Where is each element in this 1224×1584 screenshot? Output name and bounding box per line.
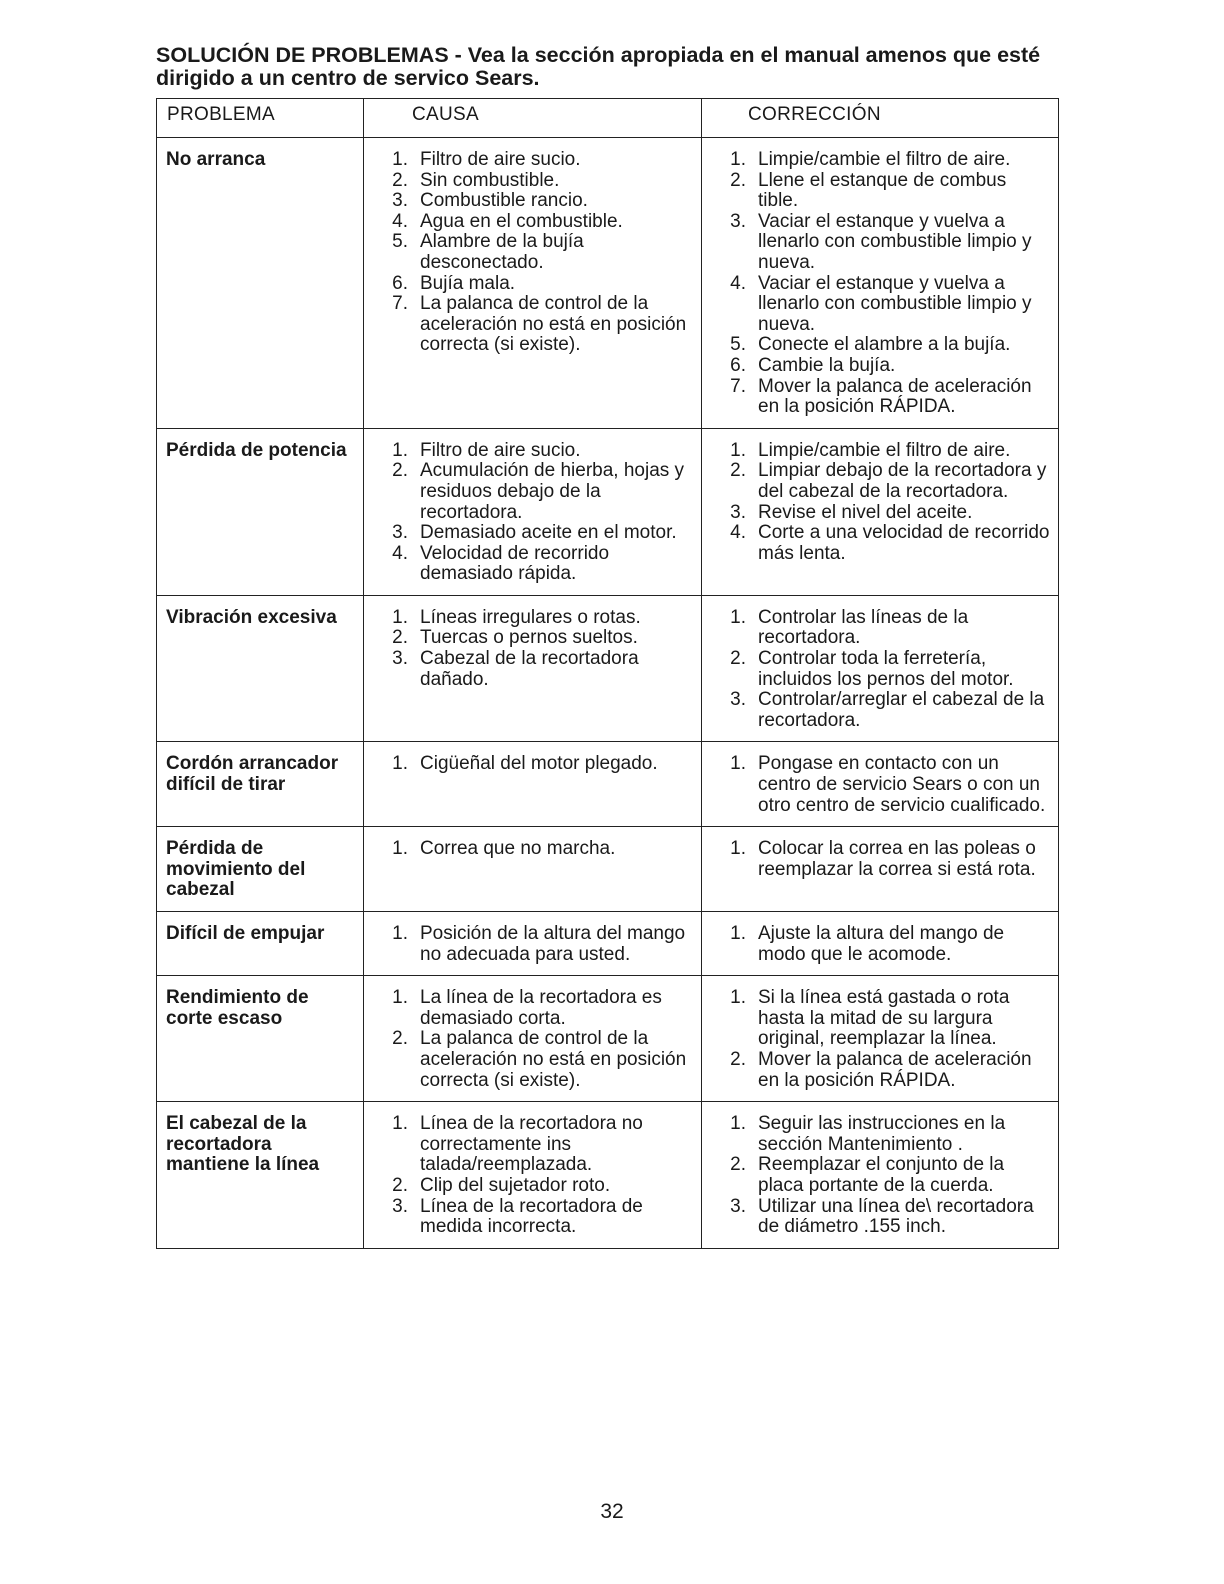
list-item bbox=[378, 150, 693, 171]
item-text: Velocidad de recorrido demasiado rápida. bbox=[420, 542, 610, 585]
correction-list bbox=[716, 754, 1050, 816]
item-text: Cigüeñal del motor plegado. bbox=[420, 753, 658, 775]
item-number: 3. bbox=[392, 1195, 408, 1217]
item-number: 2. bbox=[730, 1048, 746, 1070]
item-text: Reemplazar el conjunto de la placa portante de la cuerda. bbox=[758, 1154, 1005, 1196]
list-item bbox=[378, 608, 693, 629]
item-text: Líneas irregulares o rotas. bbox=[420, 606, 641, 628]
table-header-row bbox=[157, 99, 1059, 138]
list-item bbox=[378, 628, 693, 649]
item-number: 2. bbox=[392, 1174, 408, 1196]
correction-cell bbox=[702, 138, 1059, 429]
item-number: 2. bbox=[730, 648, 746, 670]
item-text: Filtro de aire sucio. bbox=[420, 149, 581, 170]
list-item bbox=[378, 988, 693, 1029]
item-text: La palanca de control de la aceleración no está en posición correcta (si existe). bbox=[420, 293, 687, 356]
item-number: 3. bbox=[730, 210, 746, 232]
item-text: Combustible rancio. bbox=[420, 190, 588, 212]
item-number: 1. bbox=[730, 1113, 746, 1135]
item-text: Mover la palanca de aceleración en la posición RÁPIDA. bbox=[758, 1048, 1032, 1091]
table-row bbox=[157, 428, 1059, 595]
item-number: 2. bbox=[392, 460, 408, 482]
list-item bbox=[378, 1176, 693, 1197]
problem-cell: Pérdida de movimiento del cabezal bbox=[157, 827, 364, 912]
problem-cell: Difícil de empujar bbox=[157, 912, 364, 976]
correction-list bbox=[716, 441, 1050, 565]
list-item bbox=[378, 1197, 693, 1238]
cause-cell bbox=[364, 1102, 702, 1249]
item-number: 1. bbox=[392, 439, 408, 461]
item-number: 3. bbox=[392, 190, 408, 212]
list-item bbox=[716, 503, 1050, 524]
item-text: Controlar/arreglar el cabezal de la recortadora. bbox=[758, 689, 1045, 731]
item-text: Alambre de la bujía desconectado. bbox=[420, 231, 584, 273]
item-number: 1. bbox=[730, 606, 746, 628]
item-number: 1. bbox=[392, 1113, 408, 1135]
item-number: 1. bbox=[392, 923, 408, 944]
item-number: 1. bbox=[392, 606, 408, 628]
list-item bbox=[378, 212, 693, 233]
item-number: 7. bbox=[392, 293, 408, 315]
cause-cell bbox=[364, 912, 702, 976]
item-number: 3. bbox=[392, 648, 408, 670]
correction-cell bbox=[702, 976, 1059, 1102]
item-number: 4. bbox=[730, 272, 746, 294]
correction-list bbox=[716, 608, 1050, 732]
item-text: Utilizar una línea de\ recortadora de diámetro .155 inch. bbox=[758, 1195, 1034, 1238]
list-item bbox=[716, 150, 1050, 171]
item-number: 1. bbox=[730, 149, 746, 170]
item-text: Línea de la recortadora no correctamente ins talada/reemplazada. bbox=[420, 1113, 643, 1176]
item-text: Limpiar debajo de la recortadora y del cabezal de la recortadora. bbox=[758, 460, 1047, 502]
item-text: Cabezal de la recortadora dañado. bbox=[420, 648, 639, 690]
problem-cell: No arranca bbox=[157, 138, 364, 429]
correction-cell bbox=[702, 827, 1059, 912]
list-item bbox=[378, 441, 693, 462]
list-item bbox=[716, 1114, 1050, 1155]
item-text: Seguir las instrucciones en la sección Mantenimiento . bbox=[758, 1113, 1006, 1155]
cause-list bbox=[378, 924, 693, 965]
list-item bbox=[378, 924, 693, 965]
item-text: Corte a una velocidad de recorrido más lenta. bbox=[758, 522, 1050, 564]
item-number: 1. bbox=[730, 923, 746, 944]
problem-cell: Vibración excesiva bbox=[157, 595, 364, 742]
item-text: Controlar las líneas de la recortadora. bbox=[758, 606, 969, 649]
cause-list bbox=[378, 754, 693, 775]
list-item bbox=[378, 1114, 693, 1176]
page-title: SOLUCIÓN DE PROBLEMAS - Vea la sección apropiada en el manual amenos que esté dirigido a un centro de servico Sears. bbox=[156, 43, 1041, 90]
item-number: 1. bbox=[730, 838, 746, 860]
list-item bbox=[378, 191, 693, 212]
item-text: Correa que no marcha. bbox=[420, 838, 616, 860]
list-item bbox=[716, 335, 1050, 356]
table-body bbox=[157, 138, 1059, 1249]
item-number: 7. bbox=[730, 375, 746, 397]
list-item bbox=[716, 212, 1050, 274]
item-text: Acumulación de hierba, hojas y residuos debajo de la recortadora. bbox=[420, 460, 685, 523]
cause-list bbox=[378, 150, 693, 356]
item-text: Limpie/cambie el filtro de aire. bbox=[758, 439, 1011, 461]
troubleshooting-table bbox=[156, 98, 1059, 1249]
item-number: 1. bbox=[392, 753, 408, 775]
item-text: Vaciar el estanque y vuelva a llenarlo con combustible limpio y nueva. bbox=[758, 272, 1032, 335]
list-item bbox=[378, 232, 693, 273]
correction-cell bbox=[702, 912, 1059, 976]
list-item bbox=[716, 608, 1050, 649]
item-text: Si la línea está gastada o rota hasta la mitad de su largura original, reemplazar la línea. bbox=[758, 987, 1010, 1050]
correction-list bbox=[716, 839, 1050, 880]
header-correction: CORRECCIÓN bbox=[702, 99, 1059, 138]
list-item bbox=[716, 924, 1050, 965]
item-text: Revise el nivel del aceite. bbox=[758, 501, 973, 523]
list-item bbox=[716, 1050, 1050, 1091]
item-text: Tuercas o pernos sueltos. bbox=[420, 627, 638, 649]
correction-list bbox=[716, 150, 1050, 418]
item-number: 1. bbox=[730, 987, 746, 1009]
item-text: La palanca de control de la aceleración no está en posición correcta (si existe). bbox=[420, 1028, 687, 1091]
item-number: 2. bbox=[392, 1028, 408, 1050]
item-number: 1. bbox=[730, 439, 746, 461]
table-row bbox=[157, 912, 1059, 976]
item-number: 4. bbox=[392, 210, 408, 232]
list-item bbox=[378, 523, 693, 544]
table-row bbox=[157, 595, 1059, 742]
item-text: Cambie la bujía. bbox=[758, 354, 896, 376]
correction-list bbox=[716, 1114, 1050, 1238]
item-text: Conecte el alambre a la bujía. bbox=[758, 334, 1011, 356]
list-item bbox=[716, 171, 1050, 212]
item-number: 1. bbox=[392, 987, 408, 1009]
item-text: Clip del sujetador roto. bbox=[420, 1174, 611, 1196]
cause-list bbox=[378, 441, 693, 585]
cause-cell bbox=[364, 595, 702, 742]
correction-cell bbox=[702, 742, 1059, 827]
item-number: 1. bbox=[730, 753, 746, 775]
table-row bbox=[157, 742, 1059, 827]
item-text: Limpie/cambie el filtro de aire. bbox=[758, 149, 1011, 170]
item-number: 4. bbox=[392, 542, 408, 564]
table-row bbox=[157, 138, 1059, 429]
cause-list bbox=[378, 1114, 693, 1238]
item-text: Agua en el combustible. bbox=[420, 210, 623, 232]
cause-list bbox=[378, 839, 693, 860]
list-item bbox=[378, 171, 693, 192]
item-number: 5. bbox=[730, 334, 746, 356]
list-item bbox=[378, 649, 693, 690]
list-item bbox=[378, 274, 693, 295]
list-item bbox=[716, 1197, 1050, 1238]
list-item bbox=[378, 294, 693, 356]
cause-cell bbox=[364, 976, 702, 1102]
list-item bbox=[716, 754, 1050, 816]
list-item bbox=[716, 441, 1050, 462]
header-cause: CAUSA bbox=[364, 99, 702, 138]
list-item bbox=[716, 523, 1050, 564]
header-problem: PROBLEMA bbox=[157, 99, 364, 138]
item-number: 6. bbox=[392, 272, 408, 294]
item-number: 2. bbox=[392, 169, 408, 191]
cause-cell bbox=[364, 138, 702, 429]
list-item bbox=[716, 377, 1050, 418]
item-text: Controlar toda la ferretería, incluidos los pernos del motor. bbox=[758, 648, 1014, 690]
item-number: 3. bbox=[730, 1195, 746, 1217]
list-item bbox=[378, 544, 693, 585]
list-item bbox=[378, 754, 693, 775]
item-text: Colocar la correa en las poleas o reemplazar la correa si está rota. bbox=[758, 838, 1036, 880]
cause-cell bbox=[364, 428, 702, 595]
item-text: Demasiado aceite en el motor. bbox=[420, 522, 677, 544]
list-item bbox=[378, 461, 693, 523]
list-item bbox=[378, 839, 693, 860]
item-number: 2. bbox=[730, 1154, 746, 1176]
item-number: 2. bbox=[730, 460, 746, 482]
correction-list bbox=[716, 924, 1050, 965]
table-row bbox=[157, 976, 1059, 1102]
correction-list bbox=[716, 988, 1050, 1091]
item-number: 1. bbox=[392, 838, 408, 860]
problem-cell: Pérdida de potencia bbox=[157, 428, 364, 595]
problem-cell: El cabezal de la recortadora mantiene la línea bbox=[157, 1102, 364, 1249]
page-number: 32 bbox=[600, 1500, 624, 1523]
item-text: Vaciar el estanque y vuelva a llenarlo con combustible limpio y nueva. bbox=[758, 210, 1032, 273]
item-text: Ajuste la altura del mango de modo que le acomode. bbox=[758, 923, 1005, 965]
list-item bbox=[716, 690, 1050, 731]
correction-cell bbox=[702, 595, 1059, 742]
list-item bbox=[716, 461, 1050, 502]
item-text: Bujía mala. bbox=[420, 272, 516, 294]
item-text: Sin combustible. bbox=[420, 169, 560, 191]
list-item bbox=[716, 356, 1050, 377]
item-number: 6. bbox=[730, 354, 746, 376]
problem-cell: Cordón arrancador difícil de tirar bbox=[157, 742, 364, 827]
cause-cell bbox=[364, 827, 702, 912]
item-number: 2. bbox=[392, 627, 408, 649]
table-row bbox=[157, 827, 1059, 912]
item-number: 3. bbox=[730, 501, 746, 523]
problem-cell: Rendimiento de corte escaso bbox=[157, 976, 364, 1102]
item-number: 4. bbox=[730, 522, 746, 544]
list-item bbox=[716, 988, 1050, 1050]
item-text: Posición de la altura del mango no adecuada para usted. bbox=[420, 923, 686, 965]
cause-cell bbox=[364, 742, 702, 827]
item-text: Mover la palanca de aceleración en la posición RÁPIDA. bbox=[758, 375, 1032, 418]
correction-cell bbox=[702, 428, 1059, 595]
item-text: Pongase en contacto con un centro de servicio Sears o con un otro centro de servicio cualificado. bbox=[758, 753, 1046, 816]
list-item bbox=[716, 1155, 1050, 1196]
item-text: La línea de la recortadora es demasiado corta. bbox=[420, 987, 662, 1029]
list-item bbox=[716, 274, 1050, 336]
item-number: 1. bbox=[392, 149, 408, 170]
list-item bbox=[378, 1029, 693, 1091]
item-number: 3. bbox=[730, 689, 746, 711]
cause-list bbox=[378, 608, 693, 690]
item-text: Filtro de aire sucio. bbox=[420, 439, 581, 461]
item-text: Llene el estanque de combus tible. bbox=[758, 169, 1007, 212]
item-number: 3. bbox=[392, 522, 408, 544]
list-item bbox=[716, 839, 1050, 880]
item-number: 2. bbox=[730, 169, 746, 191]
table-row bbox=[157, 1102, 1059, 1249]
cause-list bbox=[378, 988, 693, 1091]
item-number: 5. bbox=[392, 231, 408, 253]
item-text: Línea de la recortadora de medida incorrecta. bbox=[420, 1195, 643, 1238]
list-item bbox=[716, 649, 1050, 690]
correction-cell bbox=[702, 1102, 1059, 1249]
